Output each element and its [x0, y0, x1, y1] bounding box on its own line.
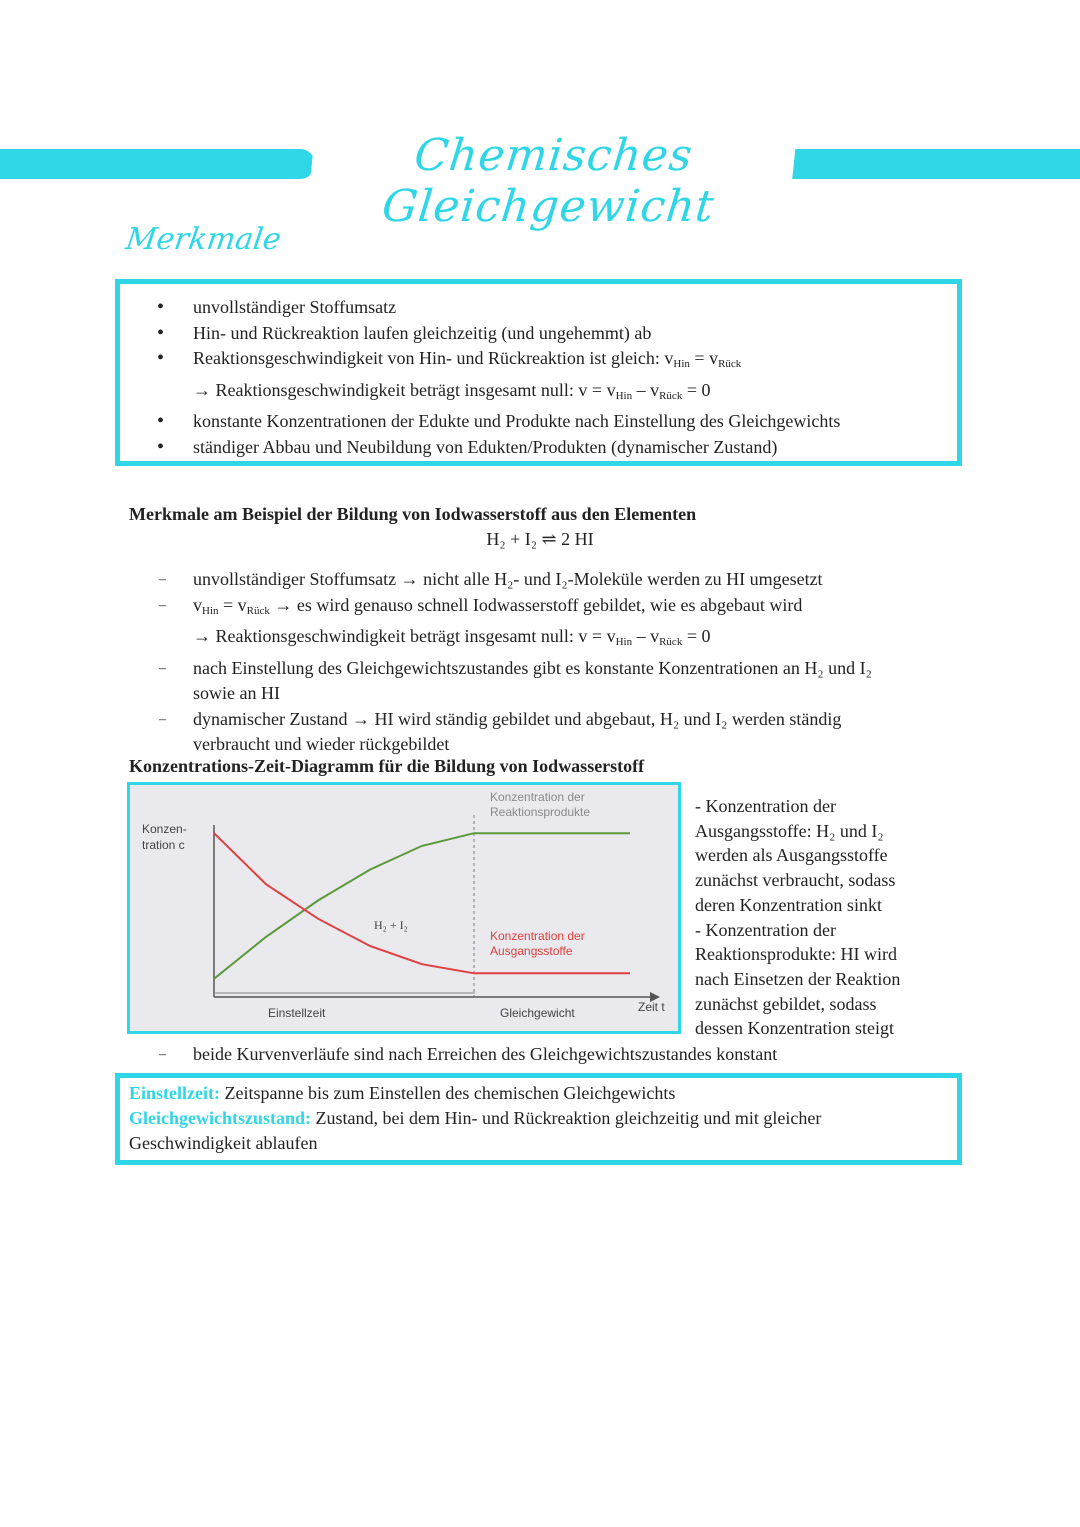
list-item-continuation: verbraucht und wieder rückgebildet — [193, 734, 450, 754]
list-item: • ständiger Abbau und Neubildung von Edukten/Produkten (dynamischer Zustand) — [115, 435, 955, 461]
list-item: • Hin- und Rückreaktion laufen gleichzeitig (und ungehemmt) ab — [115, 321, 955, 347]
chart-explanation — [695, 794, 945, 1041]
final-list — [115, 1042, 975, 1068]
educts-label-line2: Ausgangsstoffe — [490, 944, 573, 958]
definition-einstellzeit: Einstellzeit: Zeitspanne bis zum Einstellen des chemischen Gleichgewichts — [129, 1083, 676, 1103]
list-item: – dynamischer Zustand → HI wird ständig gebildet und abgebaut, H₂ und I₂ werden ständig — [115, 707, 975, 733]
side-line: werden als Ausgangsstoffe — [695, 845, 888, 866]
annotation-h2-i2: H₂ + I₂ — [374, 918, 408, 932]
list-item-continuation: → Reaktionsgeschwindigkeit beträgt insgesamt null: $v = v_{Hin} - v_{Rück} = 0$ — [193, 626, 711, 648]
definition-gleichgewichtszustand: Gleichgewichtszustand: Zustand, bei dem Hin- und Rückreaktion gleichzeitig und mit gleicher — [129, 1108, 822, 1128]
section-heading-merkmale: Merkmale — [123, 222, 284, 257]
list-item: – beide Kurvenverläufe sind nach Erreichen des Gleichgewichtszustandes konstant — [115, 1042, 975, 1068]
y-axis-label-line1: Konzen- — [142, 822, 187, 836]
side-line: nach Einsetzen der Reaktion — [695, 968, 901, 989]
side-line: zunächst verbraucht, sodass — [695, 870, 896, 891]
side-line: deren Konzentration sinkt — [695, 894, 882, 915]
side-line: Ausgangsstoffe: H₂ und I₂ — [695, 820, 884, 841]
list-item-continuation: sowie an HI — [193, 683, 280, 703]
chart-heading: Konzentrations-Zeit-Diagramm für die Bildung von Iodwasserstoff — [129, 756, 645, 776]
list-item: • unvollständiger Stoffumsatz — [115, 295, 955, 321]
definitions-text — [129, 1081, 949, 1156]
merkmale-list — [115, 295, 955, 460]
reaction-equation: H₂ + I₂ ⇌ 2 HI — [486, 529, 594, 549]
example-list — [115, 567, 975, 758]
chart-svg — [130, 785, 678, 1031]
term-gleichgewichtszustand: Gleichgewichtszustand: — [129, 1108, 311, 1128]
x-region-einstellzeit: Einstellzeit — [268, 1006, 326, 1020]
x-axis-label: Zeit t — [638, 1000, 665, 1014]
side-line: Reaktionsprodukte: HI wird — [695, 944, 897, 965]
x-region-gleichgewicht: Gleichgewicht — [500, 1006, 575, 1020]
list-item: – nach Einstellung des Gleichgewichtszustandes gibt es konstante Konzentrationen an H₂ und I₂ — [115, 656, 975, 682]
list-item: • Reaktionsgeschwindigkeit von Hin- und Rückreaktion ist gleich: $v_{Hin} = v_{Rück}$ — [115, 346, 955, 378]
products-label-line1: Konzentration der — [490, 790, 585, 804]
y-axis-label-line2: tration c — [142, 838, 185, 852]
products-label-line2: Reaktionsprodukte — [490, 805, 591, 819]
example-heading: Merkmale am Beispiel der Bildung von Iodwasserstoff aus den Elementen — [129, 504, 697, 524]
list-item: • konstante Konzentrationen der Edukte und Produkte nach Einstellung des Gleichgewichts — [115, 409, 955, 435]
side-line: dessen Konzentration steigt — [695, 1018, 894, 1039]
term-einstellzeit: Einstellzeit: — [129, 1083, 220, 1103]
side-line: zunächst gebildet, sodass — [695, 993, 877, 1014]
side-line: - Konzentration der — [695, 796, 836, 816]
title-bar-right — [758, 149, 1080, 179]
definition-continuation: Geschwindigkeit ablaufen — [129, 1133, 318, 1153]
title-bar-left — [0, 149, 315, 179]
side-line: - Konzentration der — [695, 919, 836, 940]
educts-label-line1: Konzentration der — [490, 929, 585, 943]
list-item-continuation: → Reaktionsgeschwindigkeit beträgt insgesamt null: $v = v_{Hin} - v_{Rück} = 0$ — [193, 379, 711, 402]
list-item: – $v_{Hin} = v_{Rück}$ → es wird genauso schnell Iodwasserstoff gebildet, wie es abgebaut wird — [115, 593, 975, 625]
list-item: – unvollständiger Stoffumsatz → nicht alle H₂- und I₂-Moleküle werden zu HI umgesetzt — [115, 567, 975, 593]
page-title: Chemisches Gleichgewicht — [305, 130, 798, 232]
concentration-time-chart — [127, 782, 681, 1034]
